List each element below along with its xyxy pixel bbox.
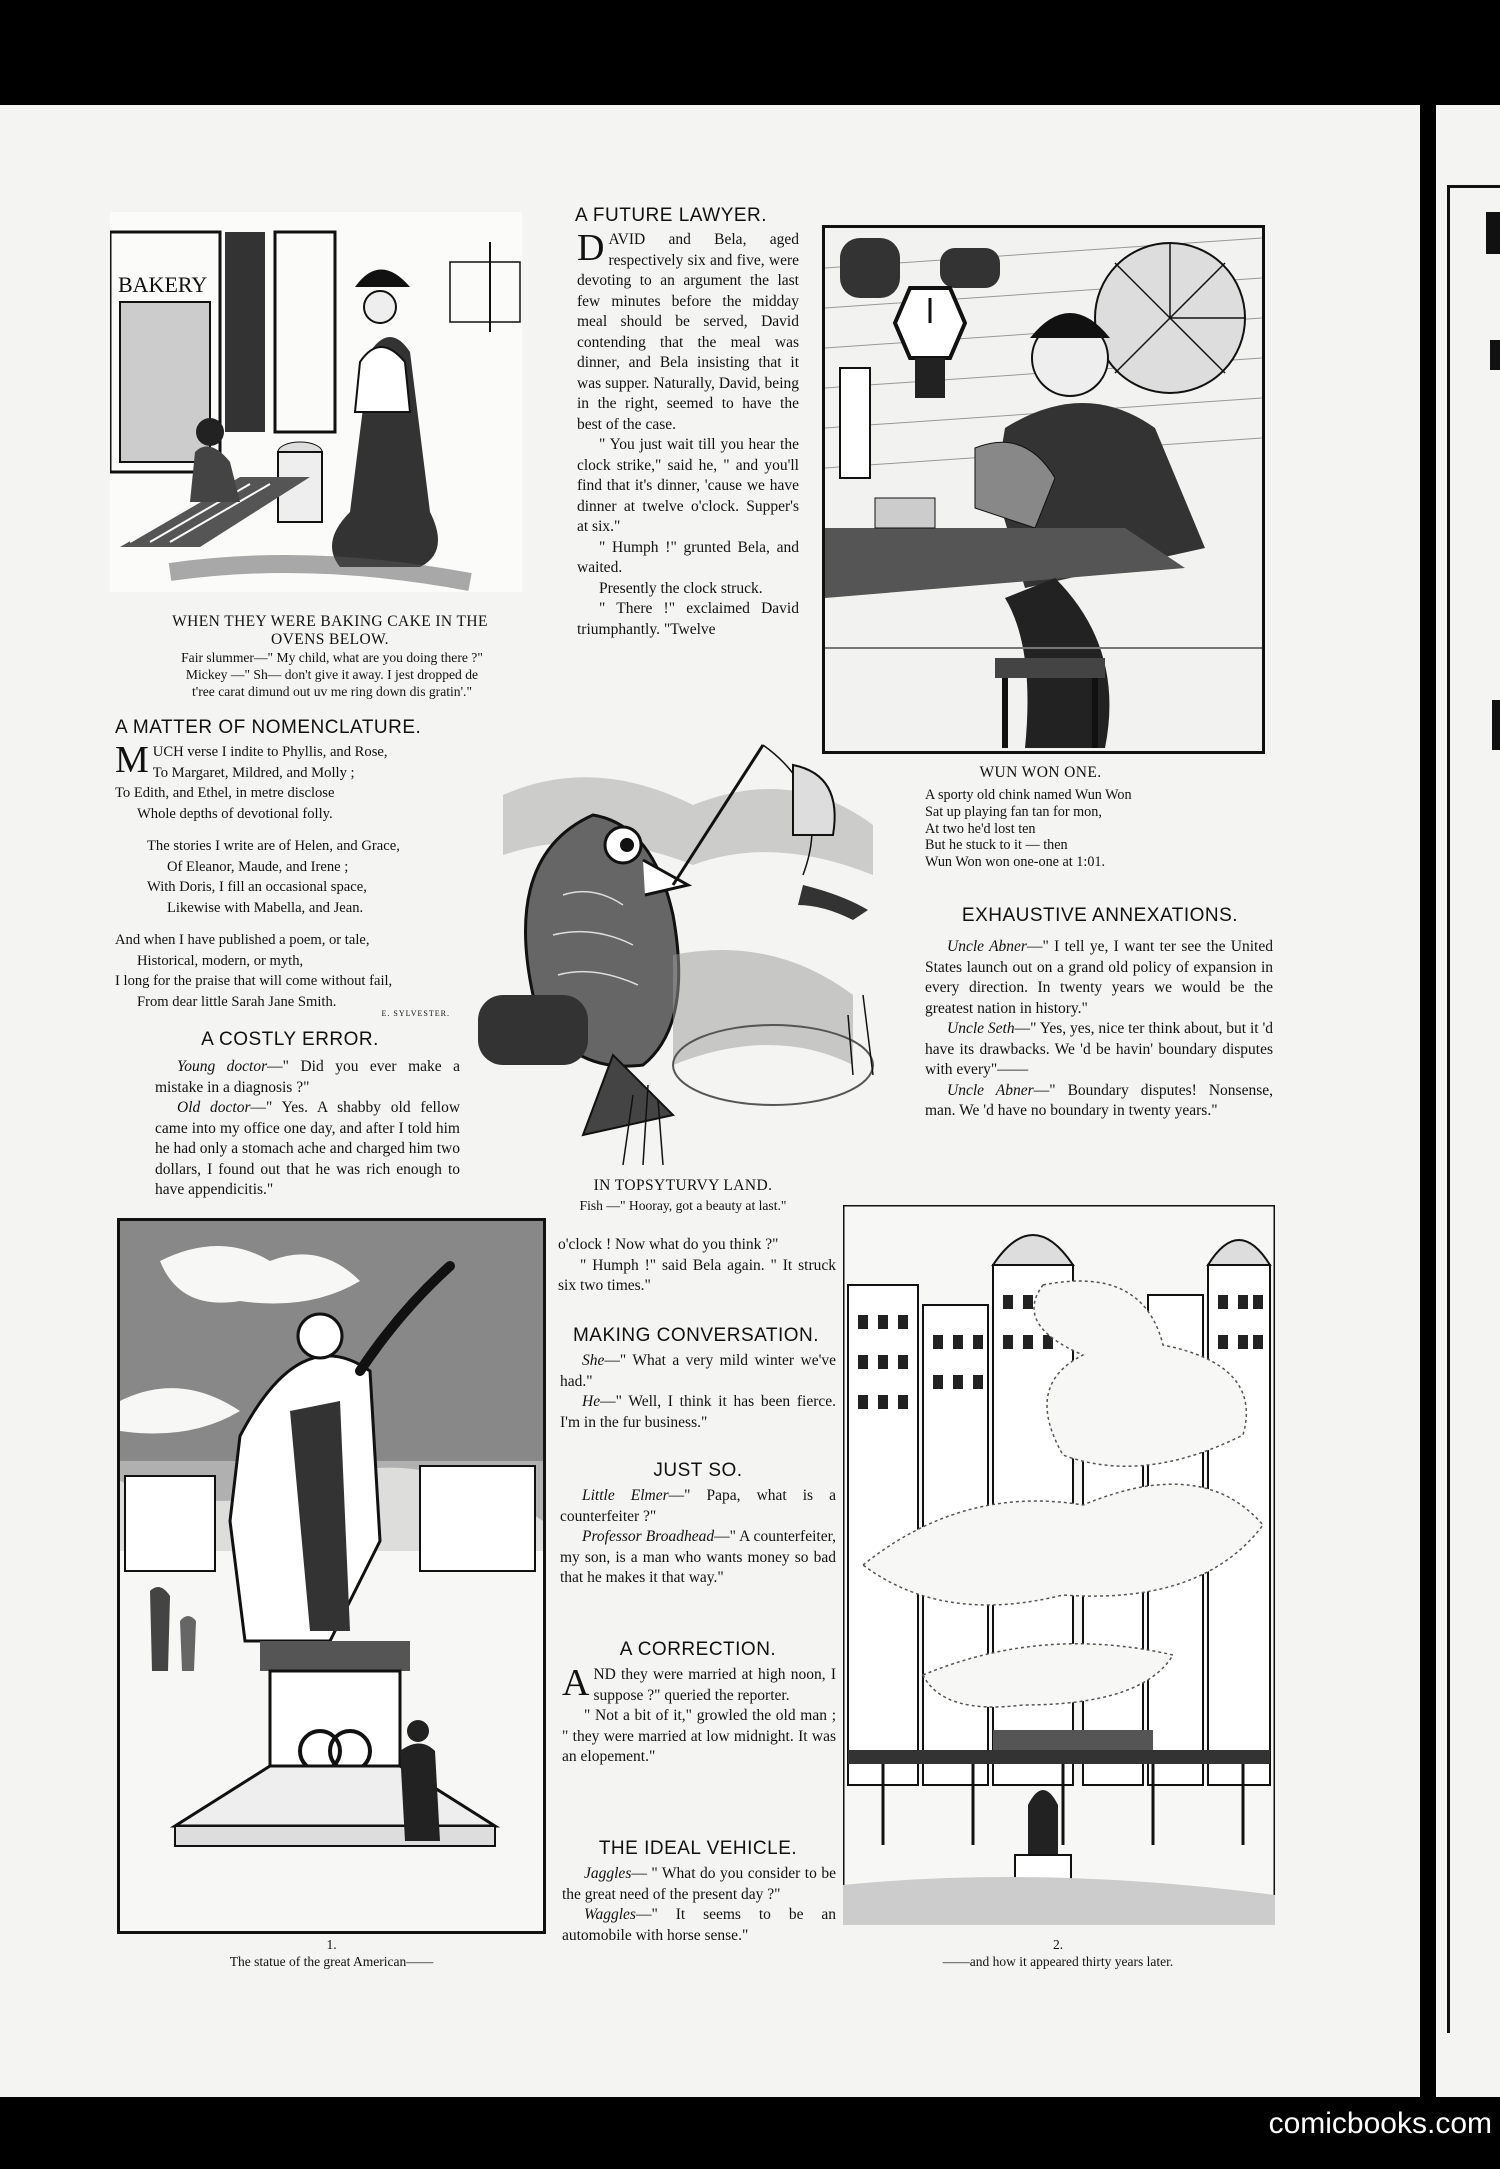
just-so-title: JUST SO.	[653, 1460, 743, 1481]
ideal-vehicle-text	[562, 1864, 836, 1974]
baking-caption-line2: OVENS BELOW.	[271, 631, 389, 648]
wun-won-illustration	[822, 225, 1265, 754]
wun-won-limerick	[925, 787, 1255, 892]
paragraph: " Humph !" said Bela again. " It struck six two times."	[558, 1256, 836, 1294]
paragraph: o'clock ! Now what do you think ?"	[558, 1236, 779, 1253]
bakery-sign: BAKERY	[118, 272, 208, 297]
poem-line: To Edith, and Ethel, in metre disclose	[115, 785, 335, 801]
speaker: Waggles	[584, 1906, 636, 1923]
costly-error-text	[155, 1057, 460, 1207]
correction-text	[562, 1665, 836, 1825]
nomenclature-title: A MATTER OF NOMENCLATURE.	[115, 717, 422, 738]
topsyturvy-caption: IN TOPSYTURVY LAND.	[593, 1177, 773, 1194]
poem-line: Whole depths of devotional folly.	[137, 805, 333, 822]
poem-line: UCH verse I indite to Phyllis, and Rose,	[152, 744, 388, 760]
dialogue: —" A counterfeiter, my son, is a man who wants money so bad that he makes it that way."	[560, 1528, 836, 1586]
statue-1-caption: The statue of the great American——	[229, 1954, 434, 1969]
wun-won-title: WUN WON ONE.	[979, 764, 1102, 781]
site-watermark: comicbooks.com	[1268, 2107, 1492, 2140]
baking-caption-line1: WHEN THEY WERE BAKING CAKE IN THE	[172, 613, 488, 630]
nomenclature-drop-cap: M	[115, 742, 149, 781]
future-lawyer-text	[577, 230, 799, 728]
making-conversation-title: MAKING CONVERSATION.	[572, 1325, 820, 1346]
dialogue: —" What a very mild winter we've had."	[560, 1352, 836, 1390]
speaker: Uncle Seth	[947, 1020, 1015, 1037]
statue-illustration-1	[117, 1218, 546, 1934]
annexations-title: EXHAUSTIVE ANNEXATIONS.	[961, 905, 1239, 926]
adjacent-page-fragment	[1486, 212, 1500, 254]
correction-drop-cap: A	[562, 1665, 590, 1704]
poem-line: Of Eleanor, Maude, and Irene ;	[167, 858, 349, 875]
lawyer-drop-cap: D	[577, 230, 605, 269]
poem-line: And when I have published a poem, or tale,	[115, 932, 370, 948]
speaker: Jaggles	[584, 1865, 632, 1882]
topsyturvy-dialogue: Fish —" Hooray, got a beauty at last."	[579, 1198, 787, 1213]
adjacent-page-border	[1447, 185, 1500, 2033]
making-conversation-text	[560, 1351, 836, 1441]
baking-dialogue-line3: t'ree carat dimund out uv me ring down dis gratin'."	[192, 684, 472, 699]
dialogue: —" It seems to be an automobile with horse sense."	[562, 1906, 836, 1944]
paragraph: " You just wait till you hear the clock strike," said he, " and you'll find that it's dinner, 'cause we have dinner at twelve o'clock. Supper's at six."	[577, 436, 799, 535]
future-lawyer-continued	[558, 1235, 836, 1295]
poem-line: At two he'd lost ten	[925, 820, 1036, 837]
just-so-text	[560, 1486, 836, 1616]
speaker: Uncle Abner	[947, 938, 1027, 955]
baking-dialogue-line1: Fair slummer—" My child, what are you doing there ?"	[181, 650, 483, 665]
adjacent-page-fragment	[1490, 340, 1500, 370]
speaker: She	[582, 1352, 605, 1369]
poem-line: A sporty old chink named Wun Won	[925, 787, 1132, 803]
dialogue: —" Boundary disputes! Nonsense, man. We 'd have no boundary in twenty years."	[925, 1081, 1273, 1119]
nomenclature-poem	[115, 742, 465, 1020]
paragraph: " Humph !" grunted Bela, and waited.	[577, 538, 799, 576]
ideal-vehicle-title: THE IDEAL VEHICLE.	[598, 1838, 798, 1859]
dialogue: — " What do you consider to be the great need of the present day ?"	[562, 1865, 836, 1903]
dialogue: —" Papa, what is a counterfeiter ?"	[560, 1487, 836, 1525]
speaker: Little Elmer	[582, 1487, 669, 1504]
correction-title: A CORRECTION.	[619, 1639, 777, 1660]
poem-line: Historical, modern, or myth,	[137, 952, 304, 969]
statue-1-number: 1.	[326, 1937, 337, 1952]
statue-2-caption: ——and how it appeared thirty years later.	[942, 1954, 1174, 1969]
future-lawyer-title: A FUTURE LAWYER.	[575, 205, 768, 226]
dialogue: —" Yes, yes, nice ter think about, but it 'd have its drawbacks. We 'd be havin' boundary disputes with every"——	[925, 1020, 1273, 1078]
speaker: Young doctor	[177, 1058, 268, 1075]
dialogue: —" Well, I think it has been fierce. I'm in the fur business."	[560, 1393, 836, 1431]
topsyturvy-illustration	[473, 735, 893, 1175]
statue-2-number: 2.	[1052, 1937, 1064, 1952]
costly-error-title: A COSTLY ERROR.	[201, 1029, 379, 1050]
poem-line: I long for the praise that will come without fail,	[115, 973, 393, 989]
poem-line: To Margaret, Mildred, and Molly ;	[152, 764, 355, 781]
adjacent-page-fragment	[1492, 700, 1500, 750]
dialogue: —" I tell ye, I want ter see the United States launch out on a grand old policy of expansion in every direction. In twenty years we would be the greatest nation in history."	[925, 938, 1273, 1017]
paragraph: Presently the clock struck.	[599, 579, 763, 597]
dialogue: —" Did you ever make a mistake in a diagnosis ?"	[155, 1058, 460, 1096]
poem-line: Sat up playing fan tan for mon,	[925, 803, 1102, 820]
speaker: Uncle Abner	[947, 1081, 1034, 1099]
poem-line: With Doris, I fill an occasional space,	[147, 879, 367, 895]
speaker: Old doctor	[177, 1099, 251, 1116]
nomenclature-signature: E. SYLVESTER.	[381, 1009, 450, 1018]
speaker: He	[582, 1393, 601, 1410]
poem-line: Likewise with Mabella, and Jean.	[167, 899, 364, 916]
poem-line: The stories I write are of Helen, and Grace,	[147, 838, 400, 854]
dialogue: —" Yes. A shabby old fellow came into my office one day, and after I told him he had only a stomach ache and charged him two dollars, I found out that he was rich enough to have appendicitis."	[155, 1099, 460, 1198]
baking-dialogue-line2: Mickey —" Sh— don't give it away. I jest dropped de	[185, 667, 479, 682]
speaker: Professor Broadhead	[582, 1528, 715, 1545]
poem-line: From dear little Sarah Jane Smith.	[137, 993, 337, 1010]
paragraph: " There !" exclaimed David triumphantly. "Twelve	[577, 600, 799, 638]
poem-line: But he stuck to it — then	[925, 837, 1068, 854]
poem-line: Wun Won won one-one at 1:01.	[925, 854, 1106, 871]
paragraph: AVID and Bela, aged respectively six and five, were devoting to an argument the last few minutes before the midday meal should be served, David contending that the meal was dinner, and Bela insisting that it was supper. Naturally, David, being in the right, seemed to have the best of the case.	[577, 231, 799, 433]
paragraph: " Not a bit of it," growled the old man ; " they were married at low midnight. It was an elopement."	[562, 1707, 836, 1765]
annexations-text	[925, 937, 1273, 1177]
paragraph: ND they were married at high noon, I suppose ?" queried the reporter.	[593, 1666, 836, 1704]
baking-illustration	[110, 212, 522, 592]
statue-illustration-2	[843, 1205, 1275, 1925]
